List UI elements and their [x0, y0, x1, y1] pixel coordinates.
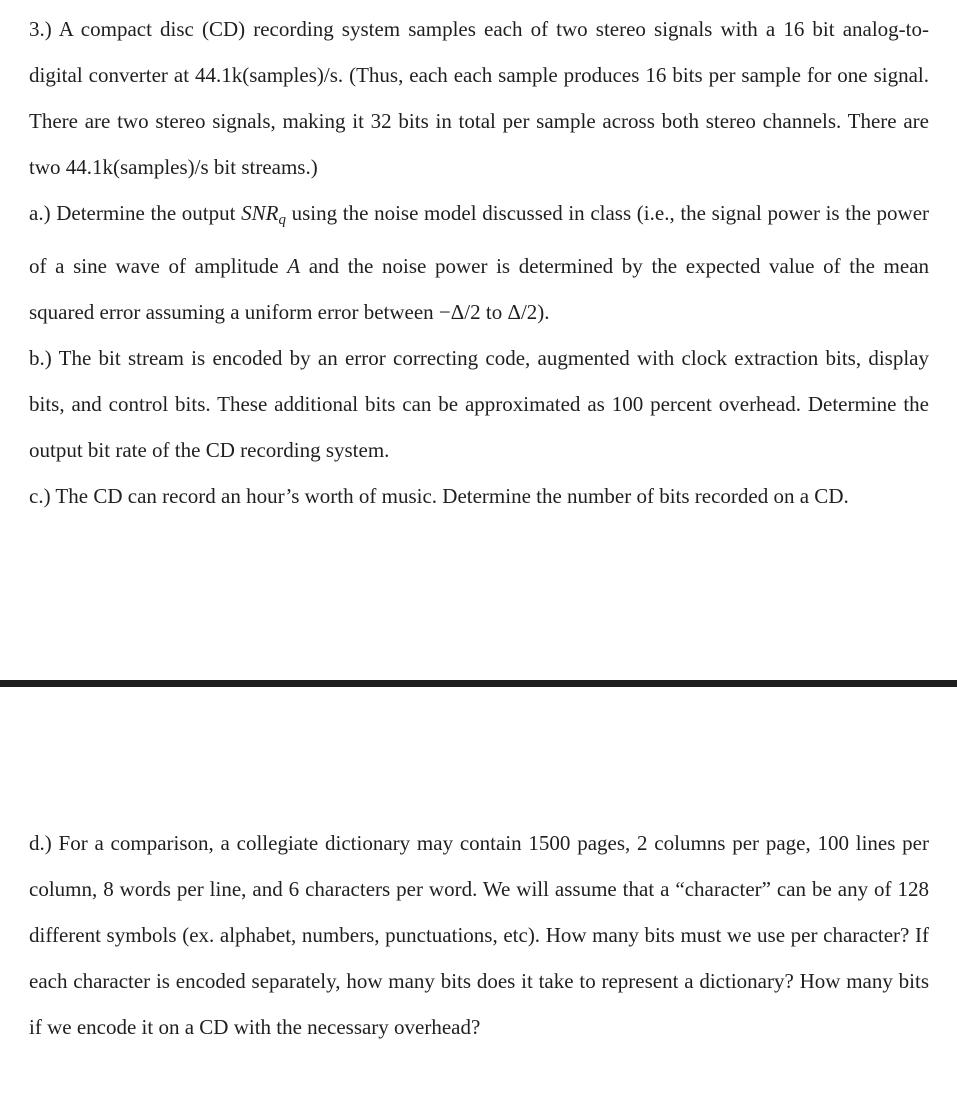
part-a-text-1: using the noise model discussed in class (i.e., the signal power is the power of a sine wave of amplitude [29, 201, 930, 278]
problem-3-upper-section [29, 6, 929, 519]
part-a [29, 190, 929, 335]
problem-intro: 3.) A compact disc (CD) recording system samples each of two stereo signals with a 16 bit analog-to-digital converter at 44.1k(samples)/s. (Thus, each each sample produces 16 bits per sample for one signal. There are two stereo signals, making it 32 bits in total per sample across both stereo channels. There are two 44.1k(samples)/s bit streams.) [29, 17, 929, 179]
problem-3-lower-section [29, 820, 929, 1050]
part-c: c.) The CD can record an hour’s worth of music. Determine the number of bits recorded on a CD. [29, 484, 849, 508]
snr-subscript: q [278, 212, 286, 228]
amplitude-symbol: A [287, 254, 301, 278]
part-a-text-2: and the noise power is determined by the expected value of the mean squared error assuming a uniform error between −Δ/2 to Δ/2). [29, 254, 930, 324]
part-b: b.) The bit stream is encoded by an error correcting code, augmented with clock extraction bits, display bits, and control bits. These additional bits can be approximated as 100 percent overhead. Determine the output bit rate of the CD recording system. [29, 346, 929, 462]
part-a-label: a.) Determine the output [29, 201, 236, 225]
snr-symbol: SNR [241, 201, 279, 225]
part-d: d.) For a comparison, a collegiate dictionary may contain 1500 pages, 2 columns per page, 100 lines per column, 8 words per line, and 6 characters per word. We will assume that a “character” can be any of 128 different symbols (ex. alphabet, numbers, punctuations, etc). How many bits must we use per character? If each character is encoded separately, how many bits does it take to represent a dictionary? How many bits if we encode it on a CD with the necessary overhead? [29, 831, 929, 1039]
section-divider [0, 680, 957, 687]
